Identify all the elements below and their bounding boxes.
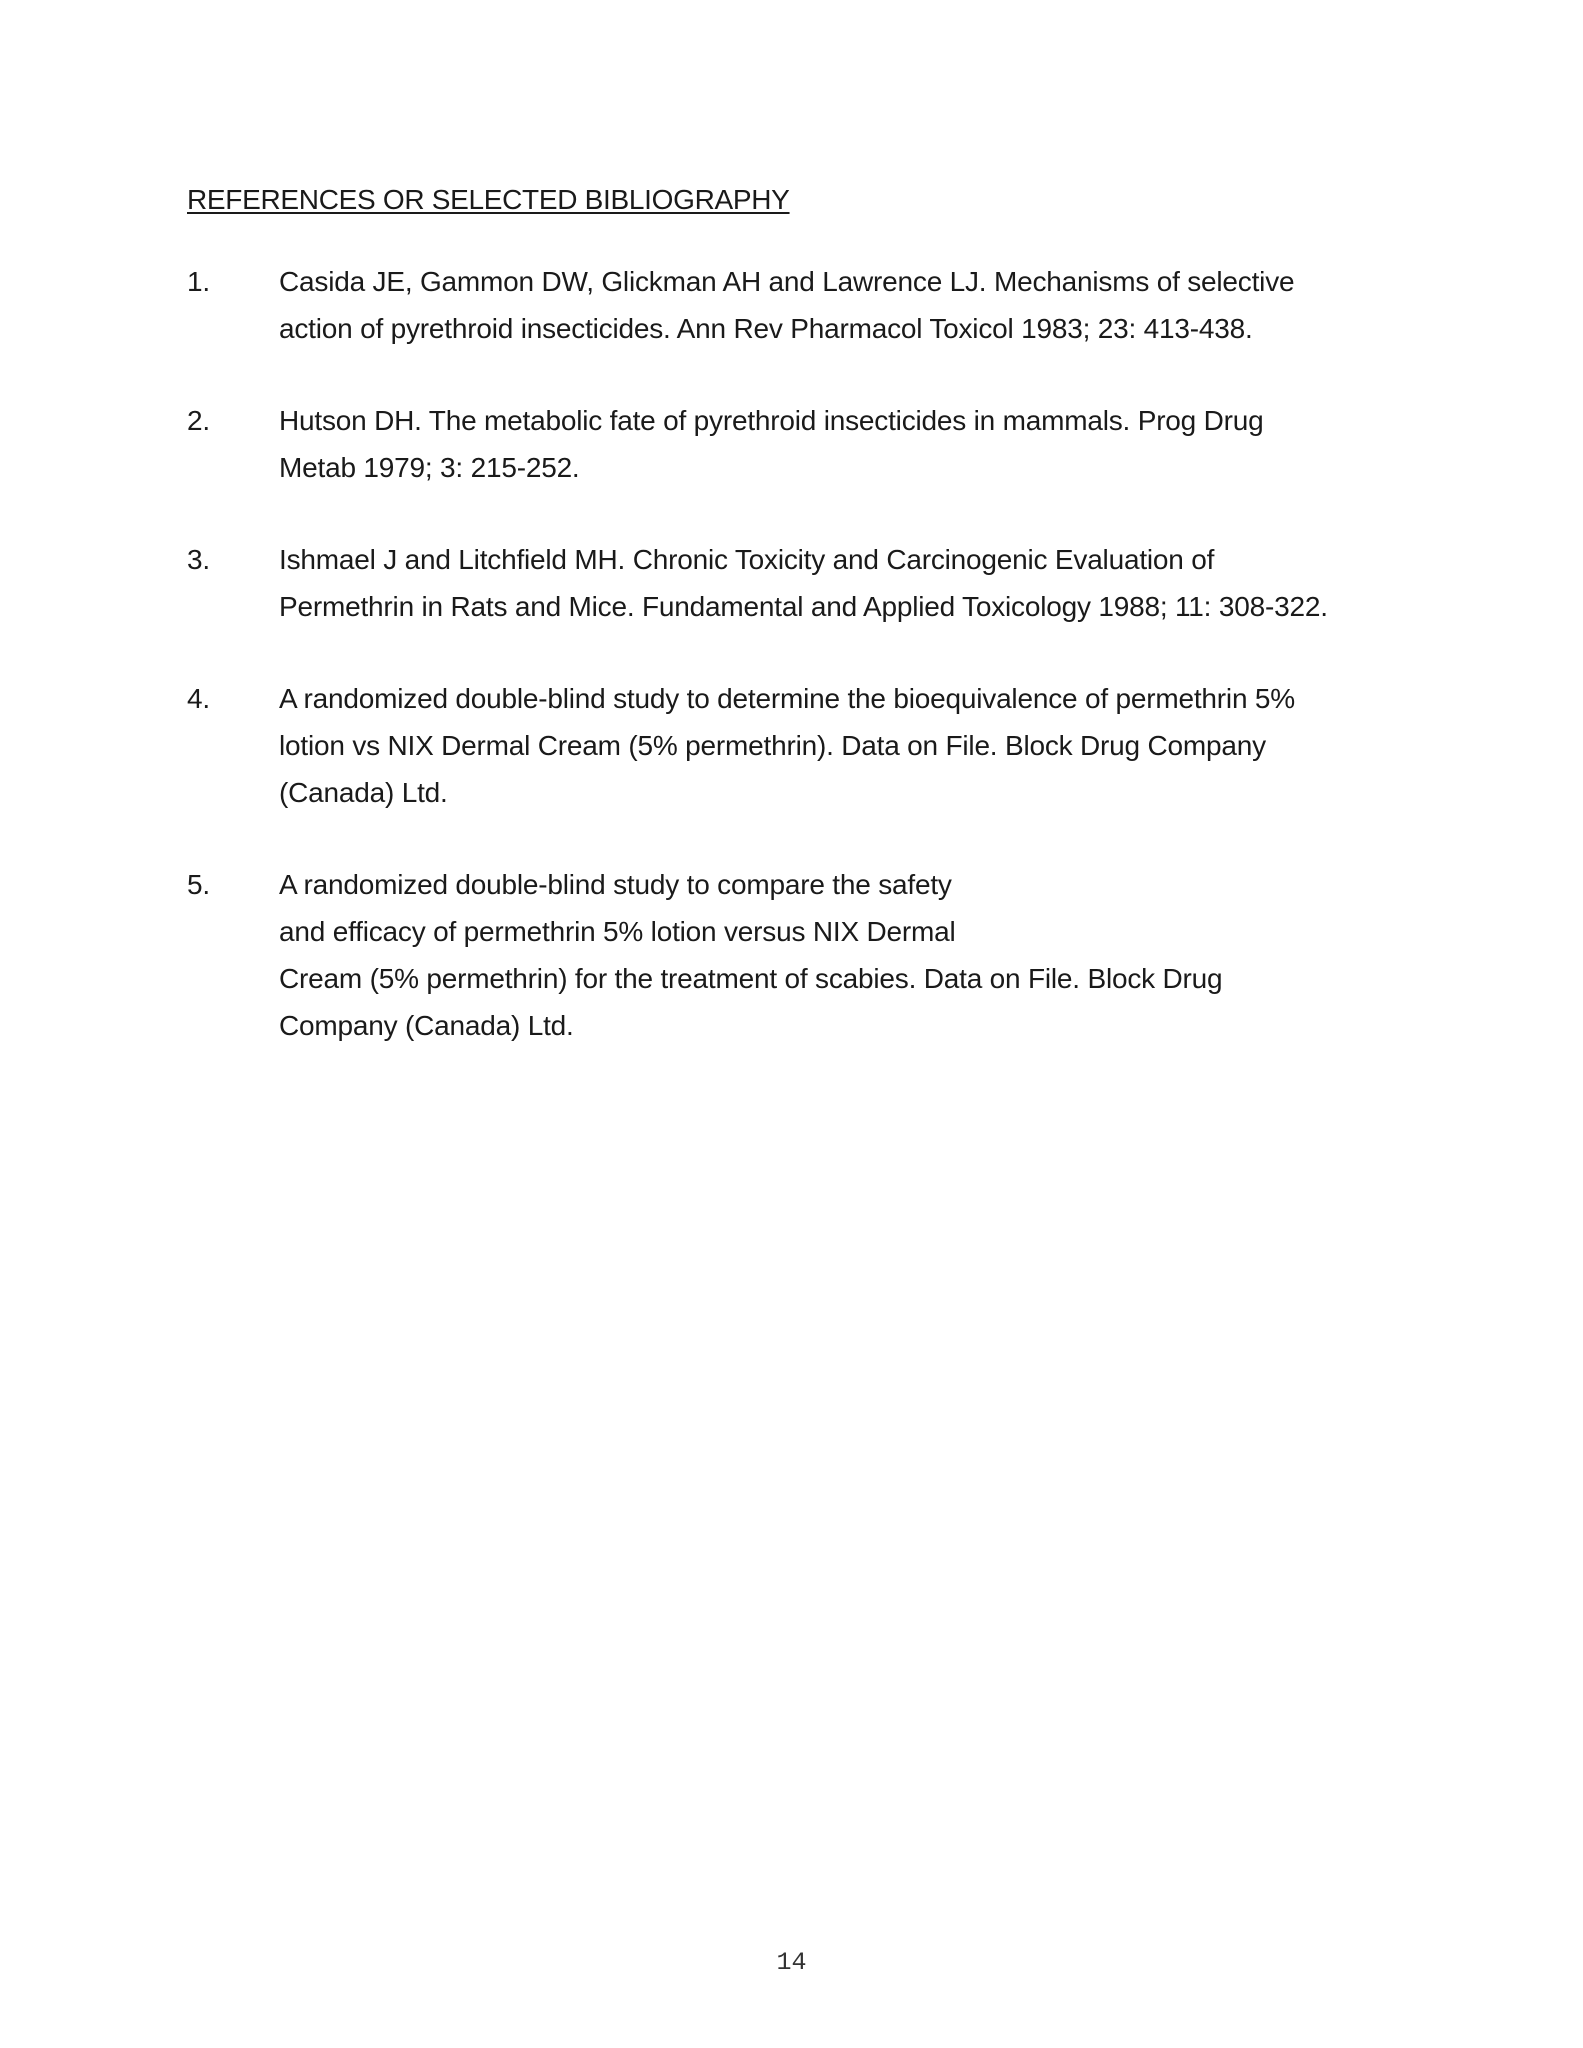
reference-number: 1. (187, 266, 210, 297)
reference-line: and efficacy of permethrin 5% lotion versus NIX Dermal (279, 916, 956, 947)
reference-number: 2. (187, 405, 210, 436)
reference-number: 4. (187, 683, 210, 714)
reference-text (279, 861, 1429, 1049)
reference-line: Casida JE, Gammon DW, Glickman AH and Lawrence LJ. Mechanisms of selective (279, 266, 1295, 297)
reference-line: Company (Canada) Ltd. (279, 1010, 574, 1041)
reference-line: (Canada) Ltd. (279, 777, 448, 808)
reference-line: Hutson DH. The metabolic fate of pyrethroid insecticides in mammals. Prog Drug (279, 405, 1264, 436)
reference-line: Cream (5% permethrin) for the treatment of scabies. Data on File. Block Drug (279, 963, 1223, 994)
references-heading: REFERENCES OR SELECTED BIBLIOGRAPHY (187, 184, 790, 215)
reference-text (279, 397, 1429, 491)
page-number: 14 (776, 1948, 807, 1977)
reference-number: 3. (187, 544, 210, 575)
reference-line: lotion vs NIX Dermal Cream (5% permethrin). Data on File. Block Drug Company (279, 730, 1266, 761)
reference-text (279, 258, 1429, 352)
reference-line: action of pyrethroid insecticides. Ann Rev Pharmacol Toxicol 1983; 23: 413-438. (279, 313, 1253, 344)
reference-line: Metab 1979; 3: 215-252. (279, 452, 580, 483)
reference-line: A randomized double-blind study to compare the safety (279, 869, 952, 900)
reference-line: Permethrin in Rats and Mice. Fundamental and Applied Toxicology 1988; 11: 308-322. (279, 591, 1328, 622)
reference-line: A randomized double-blind study to determine the bioequivalence of permethrin 5% (279, 683, 1295, 714)
reference-text (279, 675, 1429, 816)
reference-line: Ishmael J and Litchfield MH. Chronic Toxicity and Carcinogenic Evaluation of (279, 544, 1215, 575)
reference-text (279, 536, 1429, 630)
reference-number: 5. (187, 869, 210, 900)
